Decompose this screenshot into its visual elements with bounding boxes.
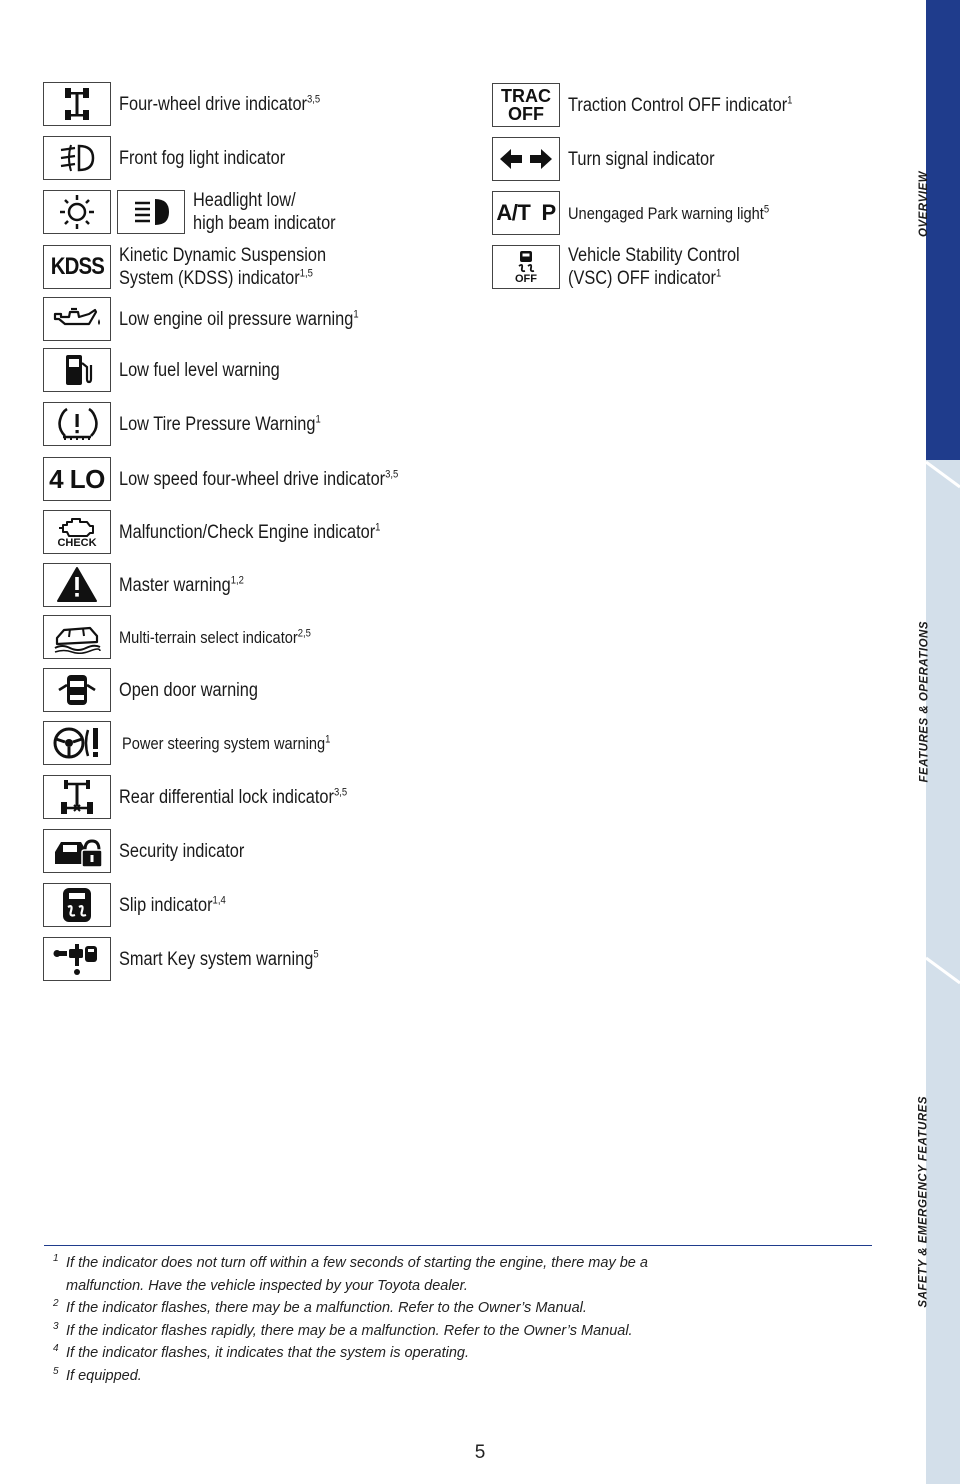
master-warning-icon	[43, 563, 111, 607]
vsc-off-icon: OFF	[492, 245, 560, 289]
item-label: Power steering system warning$^1$	[122, 732, 331, 753]
list-item-multi-terrain	[43, 615, 342, 659]
item-label: Four-wheel drive indicator$^{3,5}$	[119, 93, 321, 115]
list-item-4lo	[43, 457, 444, 501]
list-item-kdss	[43, 244, 360, 290]
4lo-icon: 4 LO	[43, 457, 111, 501]
footnote-2: 2 If the indicator flashes, there may be a malfunction. Refer to the Owner’s Manual.	[53, 1298, 587, 1317]
rear-diff-lock-icon	[43, 775, 111, 819]
check-engine-icon: CHECK	[43, 510, 111, 554]
footnotes	[53, 1252, 853, 1388]
item-label: Low engine oil pressure warning$^1$	[119, 308, 359, 330]
trac-off-icon: TRAC OFF	[492, 83, 560, 127]
slip-icon	[43, 883, 111, 927]
front-fog-light-icon	[43, 136, 111, 180]
item-label: Low fuel level warning	[119, 359, 280, 381]
footnote-4: 4 If the indicator flashes, it indicates that the system is operating.	[53, 1343, 469, 1362]
item-label: Multi-terrain select indicator$^{2,5}$	[119, 626, 311, 647]
kdss-icon: KDSS	[43, 245, 111, 289]
list-item-rear-diff-lock	[43, 775, 384, 819]
footnote-3: 3 If the indicator flashes rapidly, there may be a malfunction. Refer to the Owner’s Manual.	[53, 1320, 633, 1339]
list-item-vsc-off	[492, 244, 768, 290]
item-label: Kinetic Dynamic Suspension System (KDSS) indicator$^{1,5}$	[119, 245, 327, 289]
list-item-smart-key	[43, 937, 351, 981]
item-label: Malfunction/Check Engine indicator$^1$	[119, 521, 381, 543]
open-door-icon	[43, 668, 111, 712]
list-item-security	[43, 829, 265, 873]
item-label: Smart Key system warning$^5$	[119, 948, 319, 970]
footnote-1: 1 If the indicator does not turn off within a few seconds of starting the engine, there may be a malfunction. Have the vehicle inspected by your Toyota dealer.	[53, 1253, 648, 1294]
footnote-5: 5 If equipped.	[53, 1365, 142, 1384]
list-item-trac-off	[492, 83, 829, 127]
at-p-icon: A/T P	[492, 191, 560, 235]
page-number: 5	[474, 1442, 486, 1463]
item-label: Rear differential lock indicator$^{3,5}$	[119, 786, 348, 808]
sidebar-tab-features-label[interactable]: FEATURES & OPERATIONS	[918, 621, 930, 783]
item-label: Security indicator	[119, 840, 245, 862]
item-label: Master warning$^{1,2}$	[119, 574, 244, 596]
tire-pressure-icon	[43, 402, 111, 446]
list-item-at-p	[492, 191, 802, 235]
list-item-power-steering	[43, 721, 364, 765]
item-label: Low Tire Pressure Warning$^1$	[119, 413, 321, 435]
item-label: Vehicle Stability Control (VSC) OFF indicator$^1$	[568, 245, 740, 289]
headlight-low-icon	[43, 190, 111, 234]
item-label: Headlight low/ high beam indicator	[193, 190, 336, 234]
item-label: Traction Control OFF indicator$^1$	[568, 94, 793, 116]
sidebar-tab-overview-label[interactable]: OVERVIEW	[918, 171, 930, 237]
list-item-headlight	[43, 189, 359, 235]
list-item-front-fog	[43, 136, 312, 180]
smart-key-icon	[43, 937, 111, 981]
four-wheel-drive-icon	[43, 82, 111, 126]
list-item-oil-pressure	[43, 297, 398, 341]
sidebar-nav	[926, 0, 960, 1484]
item-label: Open door warning	[119, 679, 258, 701]
high-beam-icon	[117, 190, 185, 234]
item-label: Low speed four-wheel drive indicator$^{3,5}$	[119, 468, 399, 490]
list-item-slip	[43, 883, 243, 927]
item-label: Turn signal indicator	[568, 148, 715, 170]
list-item-master-warning	[43, 563, 264, 607]
sidebar-dividers	[926, 0, 960, 1484]
item-label: Unengaged Park warning light$^5$	[568, 202, 770, 223]
fuel-pump-icon	[43, 348, 111, 392]
list-item-low-fuel	[43, 348, 306, 392]
multi-terrain-icon	[43, 615, 111, 659]
list-item-turn-signal	[492, 137, 738, 181]
list-item-check-engine	[43, 510, 423, 554]
list-item-four-wheel-drive	[43, 82, 353, 126]
turn-signal-icon	[492, 137, 560, 181]
oil-can-icon	[43, 297, 111, 341]
power-steering-icon	[43, 721, 111, 765]
list-item-tire-pressure	[43, 402, 354, 446]
item-label: Slip indicator$^{1,4}$	[119, 894, 226, 916]
item-label: Front fog light indicator	[119, 147, 286, 169]
sidebar-tab-safety-label[interactable]: SAFETY & EMERGENCY FEATURES	[918, 1096, 930, 1308]
security-icon	[43, 829, 111, 873]
footnote-divider	[44, 1245, 872, 1246]
list-item-open-door	[43, 668, 281, 712]
